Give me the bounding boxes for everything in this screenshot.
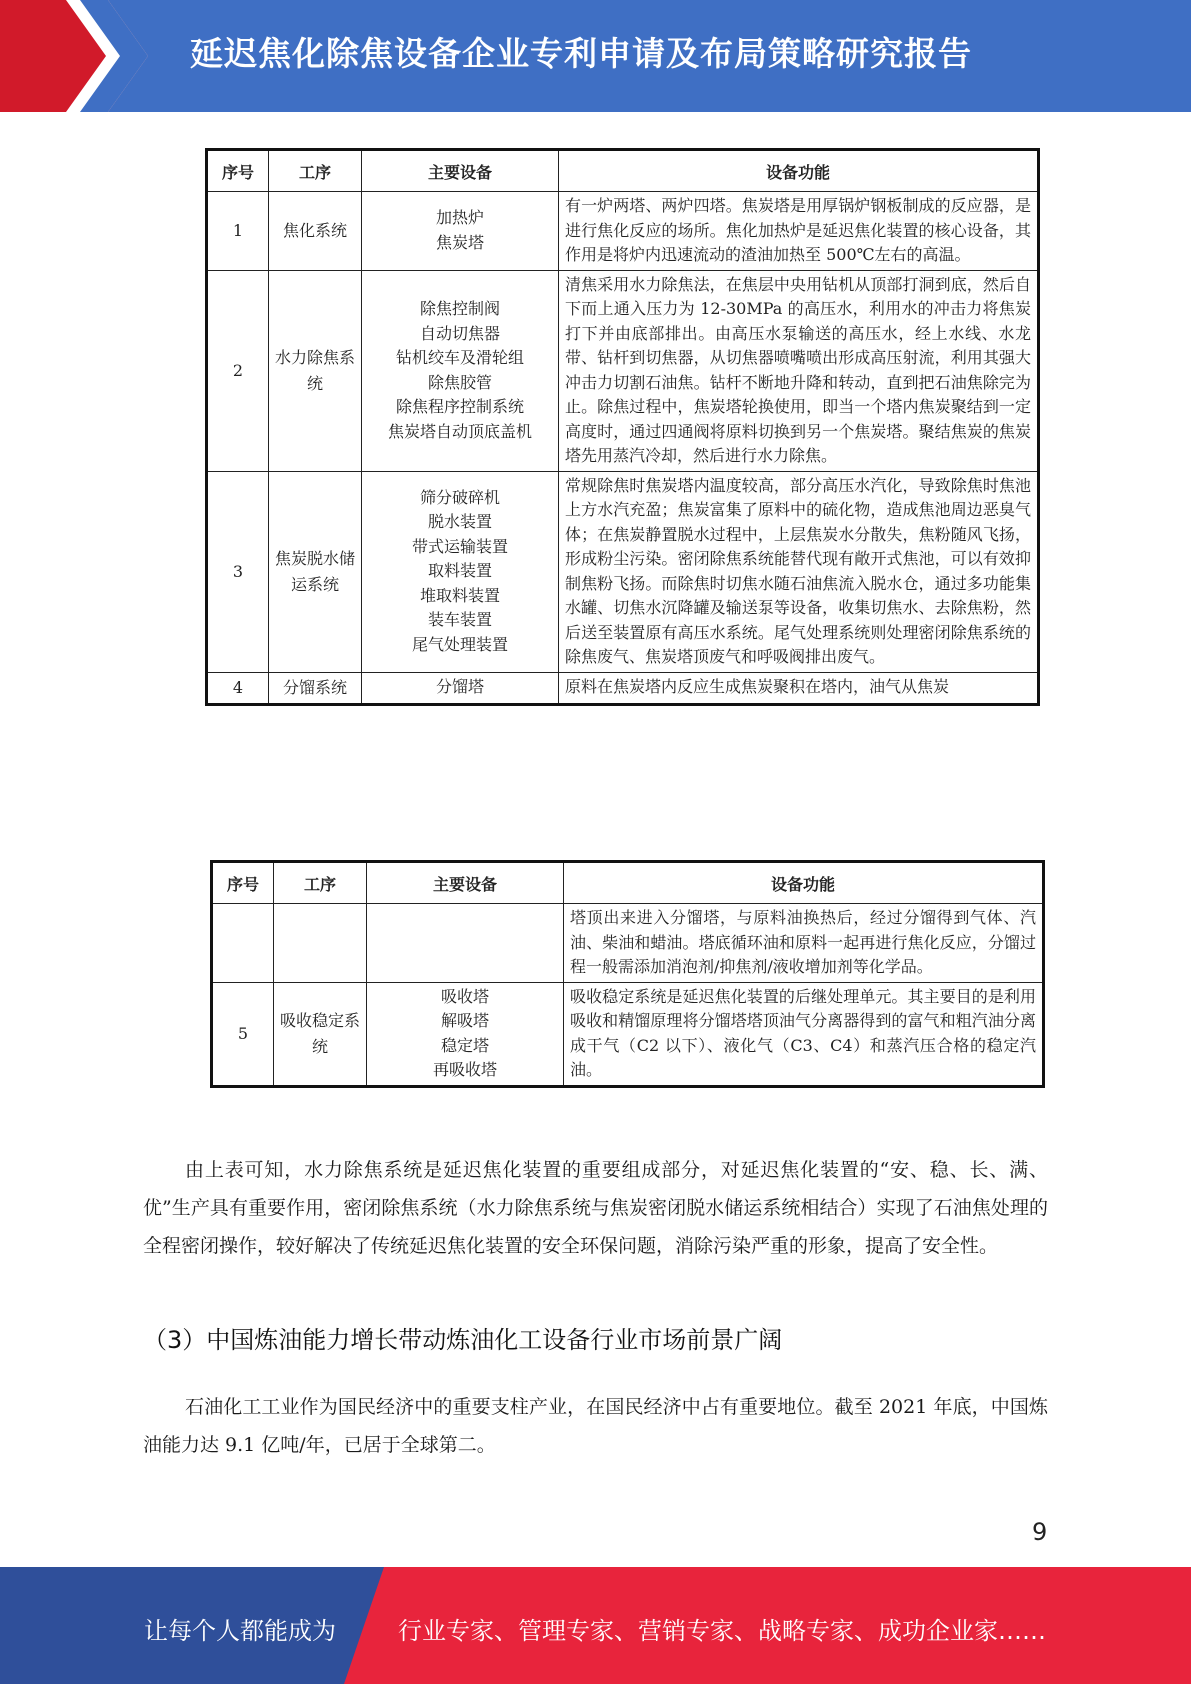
- cell-function: 常规除焦时焦炭塔内温度较高，部分高压水汽化，导致除焦时焦池上方水汽充盈；焦炭富集了原料中的硫化物，造成焦池周边恶臭气体；在焦炭静置脱水过程中，上层焦炭水分散失，焦粉随风飞扬，形成粉尘污染。密闭除焦系统能替代现有敞开式焦池，可以有效抑制焦粉飞扬。而除焦时切焦水随石油焦流入脱水仓，通过多功能集水罐、切焦水沉降罐及输送泵等设备，收集切焦水、去除焦粉，然后送至装置原有高压水系统。尾气处理系统则处理密闭除焦系统的除焦废气、焦炭塔顶废气和呼吸阀排出废气。: [559, 471, 1039, 672]
- equipment-item: 分馏塔: [435, 677, 484, 697]
- cell-no: 3: [207, 471, 269, 672]
- equipment-item: 除焦控制阀: [419, 299, 500, 318]
- table-row: [207, 270, 1039, 471]
- header-equipment: 主要设备: [362, 150, 559, 192]
- equipment-item: 脱水装置: [427, 512, 492, 532]
- equipment-item: 尾气处理装置: [411, 634, 508, 654]
- cell-equipment: [367, 982, 564, 1086]
- table-row: [212, 904, 1044, 983]
- equipment-item: 堆取料装置: [419, 585, 500, 605]
- cell-step: 焦炭脱水储运系统: [269, 471, 362, 672]
- equipment-table-1: [205, 148, 1040, 706]
- equipment-item: 钻机绞车及滑轮组: [395, 348, 524, 367]
- equipment-item: 装车装置: [427, 610, 492, 630]
- cell-step: 分馏系统: [269, 672, 362, 704]
- table-row: [207, 672, 1039, 704]
- header-no: 序号: [207, 150, 269, 192]
- cell-equipment: [362, 672, 559, 704]
- table-row: [212, 982, 1044, 1086]
- cell-no: [212, 904, 274, 983]
- cell-no: 2: [207, 270, 269, 471]
- header-no: 序号: [212, 862, 274, 904]
- table-header-row: [207, 150, 1039, 192]
- equipment-item: 除焦胶管: [427, 372, 492, 392]
- cell-function: 原料在焦炭塔内反应生成焦炭聚积在塔内，油气从焦炭: [559, 672, 1039, 704]
- header-function: 设备功能: [559, 150, 1039, 192]
- page-number: 9: [1032, 1518, 1048, 1546]
- cell-step: [274, 904, 367, 983]
- equipment-item: 自动切焦器: [419, 323, 500, 343]
- equipment-item: 稳定塔: [440, 1035, 489, 1055]
- equipment-item: 加热炉: [435, 208, 484, 228]
- table-row: [207, 192, 1039, 271]
- table-row: [207, 471, 1039, 672]
- equipment-item: 焦炭塔: [435, 232, 484, 252]
- paragraph-summary: 由上表可知，水力除焦系统是延迟焦化装置的重要组成部分，对延迟焦化装置的“安、稳、长、满、优”生产具有重要作用，密闭除焦系统（水力除焦系统与焦炭密闭脱水储运系统相结合）实现了石油焦处理的全程密闭操作，较好解决了传统延迟焦化装置的安全环保问题，消除污染严重的形象，提高了安全性。: [143, 1159, 1048, 1257]
- header-function: 设备功能: [564, 862, 1044, 904]
- header-step: 工序: [274, 862, 367, 904]
- cell-step: 水力除焦系统: [269, 270, 362, 471]
- paragraph-refining-capacity: 石油化工工业作为国民经济中的重要支柱产业，在国民经济中占有重要地位。截至 2021 年底，中国炼油能力达 9.1 亿吨/年，已居于全球第二。: [143, 1396, 1048, 1456]
- cell-function: 塔顶出来进入分馏塔，与原料油换热后，经过分馏得到气体、汽油、柴油和蜡油。塔底循环油和原料一起再进行焦化反应，分馏过程一般需添加消泡剂/抑焦剂/液收增加剂等化学品。: [564, 904, 1044, 983]
- header-step: 工序: [269, 150, 362, 192]
- section-heading: （3）中国炼油能力增长带动炼油化工设备行业市场前景广阔: [143, 1326, 783, 1354]
- cell-step: 吸收稳定系统: [274, 982, 367, 1086]
- footer-slogan-left: 让每个人都能成为: [144, 1617, 336, 1645]
- cell-function: 吸收稳定系统是延迟焦化装置的后继处理单元。其主要目的是利用吸收和精馏原理将分馏塔塔顶油气分离器得到的富气和粗汽油分离成干气（C2 以下）、液化气（C3、C4）和蒸汽压合格的稳定汽油。: [564, 982, 1044, 1086]
- table-header-row: [212, 862, 1044, 904]
- cell-no: 1: [207, 192, 269, 271]
- header-title: 延迟焦化除焦设备企业专利申请及布局策略研究报告: [190, 34, 972, 73]
- equipment-item: 除焦程序控制系统: [395, 397, 524, 416]
- equipment-item: 吸收塔: [440, 986, 489, 1006]
- equipment-item: 带式运输装置: [411, 536, 508, 556]
- cell-equipment: [362, 471, 559, 672]
- header-equipment: 主要设备: [367, 862, 564, 904]
- equipment-item: 筛分破碎机: [419, 487, 500, 507]
- cell-step: 焦化系统: [269, 192, 362, 271]
- page-header: [0, 0, 1191, 112]
- equipment-item: 取料装置: [427, 561, 492, 581]
- cell-no: 4: [207, 672, 269, 704]
- footer-slogan-right: 行业专家、管理专家、营销专家、战略专家、成功企业家……: [398, 1617, 1046, 1645]
- equipment-item: 解吸塔: [440, 1011, 489, 1030]
- cell-function: 清焦采用水力除焦法，在焦层中央用钻机从顶部打洞到底，然后自下而上通入压力为 12-30MPa 的高压水，利用水的冲击力将焦炭打下并由底部排出。由高压水泵输送的高压水，经上水线、水龙带、钻杆到切焦器，从切焦器喷嘴喷出形成高压射流，利用其强大冲击力切割石油焦。钻杆不断地升降和转动，直到把石油焦除完为止。除焦过程中，焦炭塔轮换使用，即当一个塔内焦炭聚结到一定高度时，通过四通阀将原料切换到另一个焦炭塔。聚结焦炭的焦炭塔先用蒸汽冷却，然后进行水力除焦。: [559, 270, 1039, 471]
- cell-no: 5: [212, 982, 274, 1086]
- cell-equipment: [362, 192, 559, 271]
- cell-equipment: [362, 270, 559, 471]
- cell-equipment: [367, 904, 564, 983]
- equipment-item: 焦炭塔自动顶底盖机: [387, 421, 532, 441]
- cell-function: 有一炉两塔、两炉四塔。焦炭塔是用厚锅炉钢板制成的反应器，是进行焦化反应的场所。焦化加热炉是延迟焦化装置的核心设备，其作用是将炉内迅速流动的渣油加热至 500℃左右的高温。: [559, 192, 1039, 271]
- equipment-table-2: [210, 860, 1045, 1088]
- equipment-item: 再吸收塔: [432, 1060, 497, 1079]
